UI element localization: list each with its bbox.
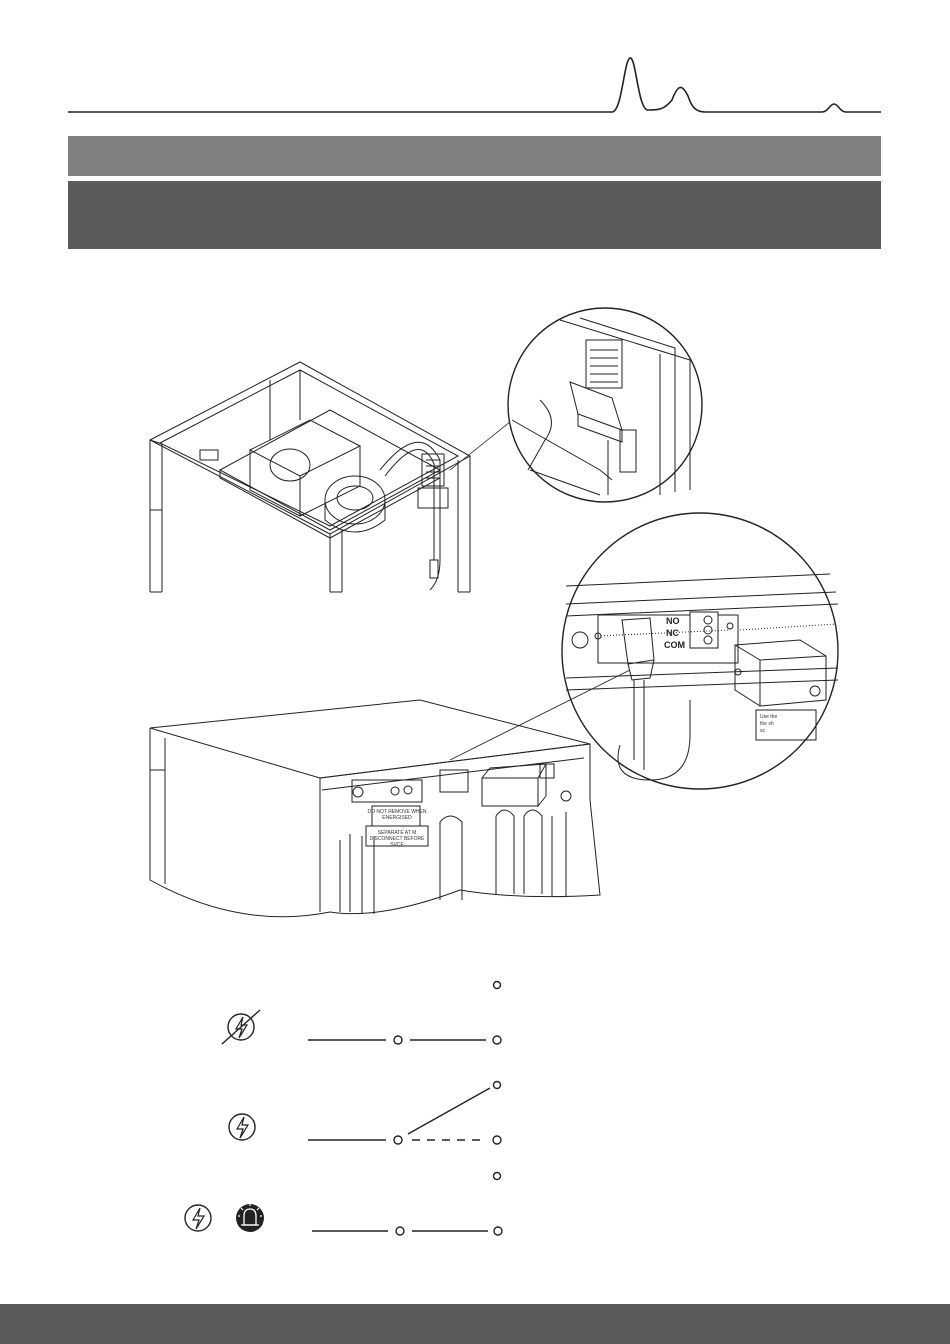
sticker-use-2: the sh xyxy=(760,721,774,727)
power-icon xyxy=(185,1205,211,1231)
lower-magnifier xyxy=(450,513,838,789)
terminal-label-no: NO xyxy=(666,616,680,626)
sticker-warning-1: SEPARATE AT M xyxy=(377,830,417,836)
power-off-icon xyxy=(222,1010,260,1044)
cabinet-illustration xyxy=(0,290,950,950)
state-power-on xyxy=(308,1082,501,1145)
sticker-use-1: Use the xyxy=(760,714,778,720)
upper-magnifier xyxy=(508,308,702,502)
sticker-do-not-remove-1: DO NOT REMOVE WHEN xyxy=(367,809,427,815)
header-peak-line xyxy=(0,0,950,130)
section-band-light xyxy=(68,136,881,176)
footer-bar xyxy=(0,1304,950,1344)
upper-cabinet-drawing xyxy=(150,362,510,592)
sticker-do-not-remove-2: ENERGISED xyxy=(382,815,412,821)
relay-state-diagram xyxy=(0,960,950,1250)
section-band-dark xyxy=(68,181,881,249)
state-power-alarm xyxy=(312,1173,502,1236)
sticker-warning-2: DISCONNECT BEFORE SVCE xyxy=(369,836,425,848)
state-power-off xyxy=(308,982,501,1045)
power-on-icon xyxy=(229,1114,255,1140)
terminal-label-nc: NC xyxy=(666,628,679,638)
sticker-use-3: sc xyxy=(760,728,765,734)
terminal-label-com: COM xyxy=(664,640,685,650)
alarm-icon xyxy=(236,1204,264,1232)
